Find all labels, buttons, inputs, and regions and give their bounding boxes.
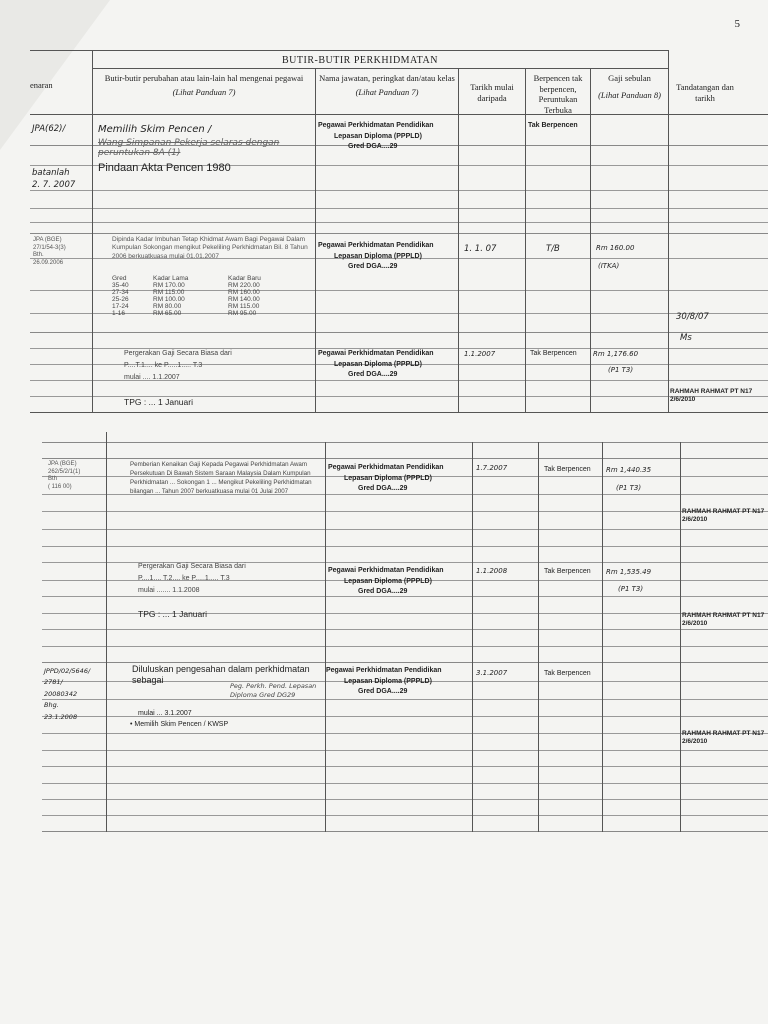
e4-date: 1.7.2007 [476, 464, 508, 472]
e1-ref-2: batanlah [32, 168, 70, 178]
e3-sign: RAHMAH RAHMAT PT N17 2/6/2010 [670, 388, 753, 403]
e5-sign: RAHMAH RAHMAT PT N17 2/6/2010 [682, 612, 765, 627]
e4-salary: Rm 1,440.35 [606, 466, 652, 474]
e6-post: Pegawai Perkhidmatan Pendidikan [326, 667, 442, 674]
e3-title: Pergerakan Gaji Secara Biasa dari [124, 350, 232, 357]
col-pension-header: Berpencen tak berpencen, Peruntukan Terbuka [533, 73, 583, 115]
e1-ref-3: 2. 7. 2007 [32, 180, 76, 190]
e3-salary-note: (P1 T3) [608, 366, 634, 374]
e4-grade: Gred DGA....29 [358, 485, 408, 492]
e5-salary: Rm 1,535.49 [606, 568, 652, 576]
e6-ref: JPPD/02/5646/ 2781/ 20080342 Bhg. 23.1.2008 [44, 667, 91, 721]
e4-ref: JPA (BGE) 262/5/2/1(1) Bth ( 116 00) [48, 461, 81, 490]
e2-rate-table: Gred Kadar Lama Kadar Baru 35-40 RM 170.00 RM 220.00 27-34 RM 115.00 RM 160.00 25-26 RM 100.00 RM 140.00 17-24 RM 80.00 RM 115.00 1-16 RM 65.00 RM 95.00 [112, 275, 261, 317]
e3-grade: Gred DGA....29 [348, 371, 398, 378]
e6-pension: Tak Berpencen [544, 670, 591, 677]
e3-post: Pegawai Perkhidmatan Pendidikan [318, 350, 434, 357]
page-number: 5 [734, 18, 740, 30]
e5-salary-note: (P1 T3) [618, 585, 644, 593]
e6-detail-hand: Peg. Perkh. Pend. Lepasan Diploma Gred DG29 [230, 682, 317, 700]
e5-date: 1.1.2008 [476, 567, 508, 575]
e5-grade: Gred DGA....29 [358, 588, 408, 595]
e5-post-sub: Lepasan Diploma (PPPLD) [344, 578, 432, 585]
col-ref-header: enaran [30, 80, 53, 90]
e1-detail: Memilih Skim Pencen / [98, 124, 212, 135]
e3-pension: Tak Berpencen [530, 350, 577, 357]
e5-tpg: TPG : ... 1 Januari [138, 609, 207, 619]
e1-ref: JPA(62)/ [32, 124, 66, 134]
e3-salary: Rm 1,176.60 [593, 350, 639, 358]
e4-post: Pegawai Perkhidmatan Pendidikan [328, 464, 444, 471]
e2-sign: Ms [680, 333, 692, 343]
e2-grade: Gred DGA....29 [348, 263, 398, 270]
e4-detail: Pemberian Kenaikan Gaji Kepada Pegawai Perkhidmatan Awam Persekutuan Di Bawah Sistem Saraan Malaysia Dalam Kumpulan Perkhidmatan ... Sokongan 1 ... Mengikut Pekeliling Perkhidmatan bilangan ... Tahun 2007 berkuatkuasa mulai 01 Julai 2007 [130, 461, 312, 495]
e2-date: 1. 1. 07 [464, 244, 497, 254]
e6-date: 3.1.2007 [476, 669, 508, 677]
e4-sign: RAHMAH RAHMAT PT N17 2/6/2010 [682, 508, 765, 523]
e2-salary-note: (ITKA) [598, 262, 620, 270]
section-title: BUTIR-BUTIR PERKHIDMATAN [282, 55, 438, 66]
e2-sign-date: 30/8/07 [676, 312, 709, 322]
e5-post: Pegawai Perkhidmatan Pendidikan [328, 567, 444, 574]
e6-grade: Gred DGA....29 [358, 688, 408, 695]
e3-tpg: TPG : ... 1 Januari [124, 397, 193, 407]
col-date-header: Tarikh mulai daripada [470, 82, 514, 103]
e1-pension: Tak Berpencen [528, 122, 578, 129]
e6-mulai: mulai ... 3.1.2007 [138, 710, 192, 717]
e2-post-sub: Lepasan Diploma (PPPLD) [334, 253, 422, 260]
e2-ref: JPA (BGE) 27/1/54-3(3) Bth. 26.09.2006 [33, 237, 66, 266]
e2-post: Pegawai Perkhidmatan Pendidikan [318, 242, 434, 249]
e3-mulai: mulai .... 1.1.2007 [124, 374, 180, 381]
e3-date: 1.1.2007 [464, 350, 496, 358]
e4-post-sub: Lepasan Diploma (PPPLD) [344, 475, 432, 482]
col-details-header: Butir-butir perubahan atau lain-lain hal mengenai pegawai (Lihat Panduan 7) [104, 73, 304, 97]
col-post-header: Nama jawatan, peringkat dan/atau kelas (Lihat Panduan 7) [319, 73, 455, 97]
e1-detail-struck: Wang Simpanan Pekerja selaras dengan peruntukan 8A (1) [98, 138, 280, 159]
e5-pension: Tak Berpencen [544, 568, 591, 575]
e6-post-sub: Lepasan Diploma (PPPLD) [344, 678, 432, 685]
e1-post: Pegawai Perkhidmatan Pendidikan [318, 122, 434, 129]
col-salary-header: Gaji sebulan (Lihat Panduan 8) [598, 73, 661, 100]
e2-detail: Dipinda Kadar Imbuhan Tetap Khidmat Awam Bagi Pegawai Dalam Kumpulan Sokongan mengikut Pekeliling Perkhidmatan Bil. 8 Tahun 2006 berkuatkuasa mulai 01.01.2007 [112, 236, 308, 260]
e6-detail: Diluluskan pengesahan dalam perkhidmatan sebagai [132, 664, 310, 685]
e1-post-sub: Lepasan Diploma (PPPLD) [334, 133, 422, 140]
e2-pension: T/B [546, 244, 560, 254]
e5-title: Pergerakan Gaji Secara Biasa dari [138, 563, 246, 570]
e4-pension: Tak Berpencen [544, 466, 591, 473]
col-sign-header: Tandatangan dan tarikh [676, 82, 734, 103]
e1-detail-2: Pindaan Akta Pencen 1980 [98, 162, 231, 174]
e1-grade: Gred DGA....29 [348, 143, 398, 150]
e4-salary-note: (P1 T3) [616, 484, 642, 492]
e3-post-sub: Lepasan Diploma (PPPLD) [334, 361, 422, 368]
e3-from-to: P....T.1.... ke P.....1..... T.3 [124, 362, 203, 369]
e2-salary: Rm 160.00 [596, 244, 635, 252]
e5-from-to: P....1.... T.2.... ke P.....1..... T.3 [138, 575, 230, 582]
e6-sign: RAHMAH RAHMAT PT N17 2/6/2010 [682, 730, 765, 745]
e6-bullet: • Memilih Skim Pencen / KWSP [130, 721, 229, 728]
e5-mulai: mulai ....... 1.1.2008 [138, 587, 200, 594]
